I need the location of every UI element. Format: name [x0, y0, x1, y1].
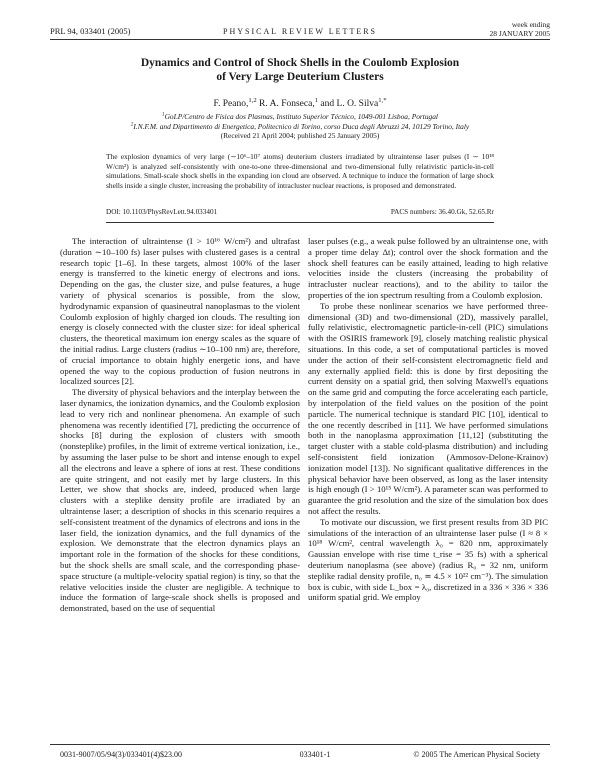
page-number: 033401-1 [299, 750, 331, 759]
footer-code: 0031-9007/05/94(3)/033401(4)$23.00 [60, 750, 182, 759]
issue-date [489, 20, 550, 38]
abstract-rule [106, 222, 494, 223]
abstract: The explosion dynamics of very large (∼10⁶–10⁷ atoms) deuterium clusters irradiated by ultraintense laser pulses (I ∼ 10¹⁸ W/cm²) is analyzed self-consistently with one-to-one three-dimensional and two-dimensional fully relativistic particle-in-cell simulations. Small-scale shock shells in the expanding ion cloud are observed. A technique to induce the formation of large shock shells inside a single cluster, increasing the probability of intracluster nuclear reactions, is proposed and demonstrated. [106, 152, 494, 190]
author-affil: 1,2 [248, 96, 257, 104]
journal-citation: PRL 94, 033401 (2005) [50, 26, 131, 36]
received-date: (Received 21 April 2004; published 25 January 2005) [220, 131, 380, 140]
affiliation-text: I.N.F.M. and Dipartimento di Energetica, Politecnico di Torino, corso Duca degli Abruzzi 24, 10129 Torino, Italy [133, 121, 470, 131]
affiliations [50, 112, 550, 141]
header-rule [50, 39, 550, 40]
paper-title [50, 56, 550, 84]
body-paragraph: The interaction of ultraintense (I > 10¹⁶ W/cm²) and ultrafast (duration ∼10–100 fs) laser pulses with clustered gases is a central research topic [1–6]. In these targets, almost 100% of the laser energy is transferred to the kinetic energy of electrons and ions. Depending on the gas, the cluster size, and pulse features, a huge variety of physical scenarios is possible, from the slow, hydrodynamic expansion of quasineutral nanoplasmas to the violent Coulomb explosion of highly charged ion clouds. The resulting ion energy is closely connected with the cluster size: for ideal spherical clusters, the theoretical maximum ion energy scales as the square of the initial radius. Large clusters (radius ∼10–100 nm) are, therefore, of crucial importance to obtain highly energetic ions, and have opened the way to the copious production of fusion neutrons in localized sources [2]. [60, 236, 300, 387]
affiliation-mark: 2 [130, 121, 134, 128]
doi: DOI: 10.1103/PhysRevLett.94.033401 [106, 208, 218, 216]
body-paragraph: laser pulses (e.g., a weak pulse followed by an ultraintense one, with a proper time delay Δt); control over the shock formation and the shock shell features can be easily attained, leading to high relative velocities inside the clusters (increasing the probability of intracluster nuclear reactions), and to the ability to tailor the properties of the ion spectrum resulting from a Coulomb explosion. [308, 236, 548, 300]
journal-name: PHYSICAL REVIEW LETTERS [223, 27, 377, 36]
affiliation-mark: 1 [162, 111, 165, 118]
week-ending-label: week ending [511, 20, 550, 29]
body-column-right [308, 236, 548, 603]
affiliation [50, 112, 550, 122]
body-paragraph: To motivate our discussion, we first present results from 3D PIC simulations of the interaction of an ultraintense laser pulse (I ≈ 8 × 10¹⁸ W/cm², central wavelength λ₀ = 820 nm, approximately Gaussian envelope with rise time t_rise = 35 fs) with a spherical deuterium nanoplasma (see above) (radius R₀ = 32 nm, uniform steplike radial density profile, n₀ ≃ 4.5 × 10²² cm⁻³). The simulation box is cubic, with side L_box = λ₀, discretized in a 336 × 336 × 336 uniform spatial grid. We employ [308, 516, 548, 603]
author-affil: 1,* [378, 96, 387, 104]
author-list [50, 96, 550, 109]
title-line-2: of Very Large Deuterium Clusters [216, 71, 384, 83]
footer-rule [50, 744, 550, 745]
issue-date-value: 28 JANUARY 2005 [489, 29, 550, 38]
affiliation [50, 122, 550, 132]
author-name: and L. O. Silva [320, 99, 379, 109]
title-line-1: Dynamics and Control of Shock Shells in the Coulomb Explosion [140, 57, 460, 69]
affiliation-text: GoLP/Centro de Física dos Plasmas, Instituto Superior Técnico, 1049-001 Lisboa, Portugal [164, 112, 438, 121]
body-paragraph: To probe these nonlinear scenarios we have performed three-dimensional (3D) and two-dimensional (2D), massively parallel, fully relativistic, electromagnetic particle-in-cell (PIC) simulations with the OSIRIS framework [9], closely matching realistic physical situations. In this code, a set of computational particles is moved under the action of their self-consistent electromagnetic field and any externally applied field: this is done by first depositing the current density on a spatial grid, then solving Maxwell's equations on the same grid and computing the force accelerating each particle, by interpolation of the field values on the position of the point particle. The numerical technique is standard PIC [10], identical to the one recently described in [11]. We have performed simulations both in the nanoplasma approximation [11,12] (substituting the target cluster with a stable cold-plasma distribution) and including self-consistent field ionization (Ammosov-Delone-Krainov) ionization model [13]). No significant qualitative differences in the physical behavior have been observed, as long as the laser intensity is high enough (I > 10¹⁵ W/cm²). A parameter scan was performed to guarantee the grid resolution and the size of the simulation box does not affect the results. [308, 300, 548, 516]
author-name: R. A. Fonseca, [259, 99, 315, 109]
pacs-numbers: PACS numbers: 36.40.Gk, 52.65.Rr [390, 208, 494, 216]
running-header [50, 20, 550, 38]
copyright: © 2005 The American Physical Society [413, 750, 540, 759]
author-name: F. Peano, [213, 99, 249, 109]
body-column-left [60, 236, 300, 614]
body-paragraph: The diversity of physical behaviors and the interplay between the laser dynamics, the ionization dynamics, and the Coulomb explosion lead to very rich and nonlinear phenomena. An example of such phenomena was recently identified [7], predicting the occurrence of shocks [8] during the explosion of clusters with smooth (nonsteplike) profiles, in the limit of extreme vertical ionization, i.e., by assuming the laser pulse to be short and intense enough to expel all the electrons and leave a sphere of ions at rest. These conditions are quite stringent, and not easily met by large clusters. In this Letter, we show that shocks are, indeed, produced when large clusters with a steplike density profile are irradiated by an ultraintense laser; a description of shocks in this scenario requires a self-consistent treatment of the dynamics of electrons and ions in the laser field, the ionization dynamics, and the full dynamics of the explosion. We demonstrate that the electron dynamics plays an important role in the formation of the shocks for these conditions, but the shock shells are small scale, and the corresponding phase-space structure (a multiple-velocity spatial region) is tiny, so that the relative velocities inside the cluster are negligible. A technique to induce the formation of large-scale shock shells is proposed and demonstrated, based on the use of sequential [60, 387, 300, 614]
author-affil: 1 [314, 96, 319, 104]
